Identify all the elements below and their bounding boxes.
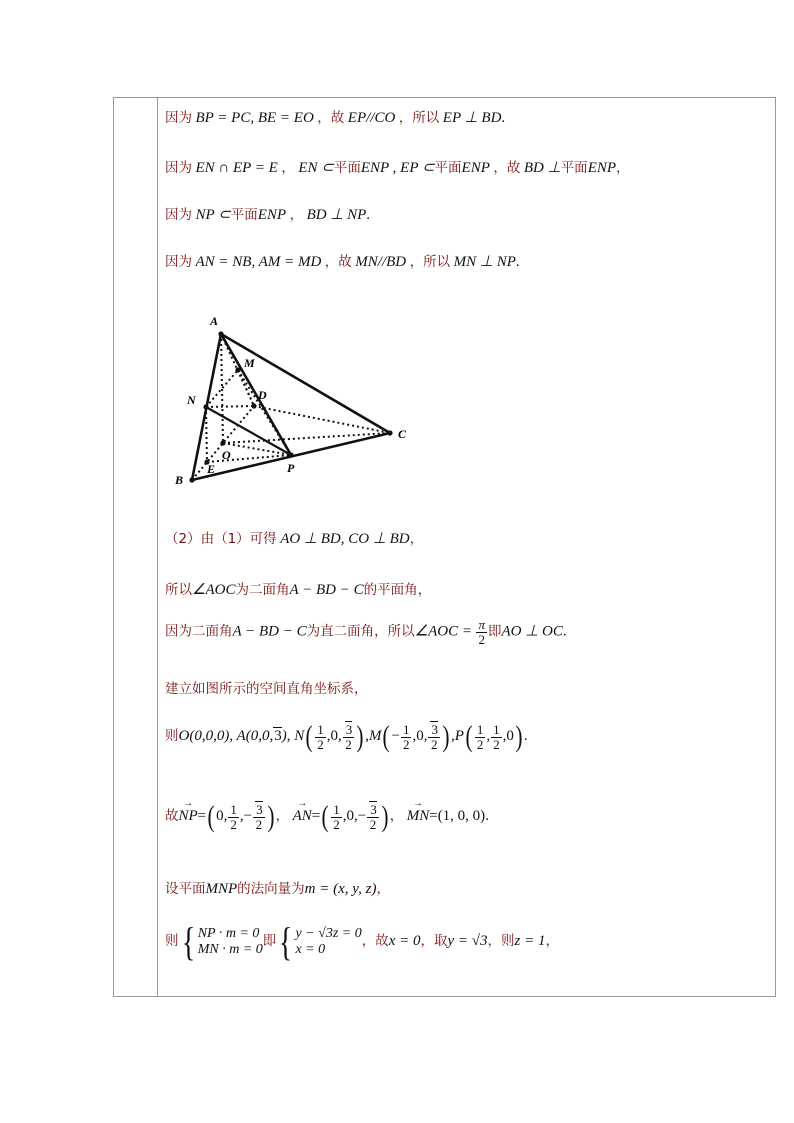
point-p [288, 452, 293, 457]
label-m: M [244, 356, 255, 370]
line-bd-perp-np: 因为 NP ⊂平面ENP ， BD ⊥ NP. [165, 207, 371, 223]
line-bd-perp-plane: 因为 EN ∩ EP = E ， EN ⊂平面ENP , EP ⊂平面ENP ，故 BD ⊥平面ENP， [165, 160, 630, 176]
dot-product-system: NP · m = 0 MN · m = 0 [197, 925, 263, 957]
point-b [189, 477, 194, 482]
line-right-dihedral: 因为二面角A − BD − C为直二面角，所以∠AOC = $\frac{\pi}{2}$ 即AO ⊥ OC. [165, 617, 567, 647]
point-d [251, 403, 256, 408]
point-c [387, 430, 392, 435]
line-ep-perp-bd: 因为 BP = PC, BE = EO ，故 EP//CO ，所以 EP ⊥ BD. [165, 110, 506, 126]
line-coordinate-system: 建立如图所示的空间直角坐标系， [165, 681, 368, 697]
line-part2-start: （2）由（1）可得 AO ⊥ BD, CO ⊥ BD， [165, 531, 424, 547]
table-column-divider [157, 97, 158, 997]
line-vectors: 故→ NP=( 0, $\frac{1}{2}$ ,− $\frac{3}{2}$ ) ， → AN=( $\frac{1}{2}$ ,0,− $\frac{3}{2}$ ) ， → MN=(1, 0, 0). [165, 802, 489, 832]
label-d: D [258, 388, 267, 402]
point-o [220, 440, 225, 445]
scalar-system: y − √3z = 0 x = 0 [295, 925, 362, 957]
label-a: A [210, 314, 219, 328]
label-n: N [187, 393, 196, 407]
label-e: E [207, 462, 216, 476]
edge-ap [221, 334, 291, 455]
label-b: B [175, 473, 184, 487]
line-equation-system: 则{ NP · m = 0 MN · m = 0 即{ y − √3z = 0 x = 0 ，故x = 0，取y = √3，则z = 1， [165, 919, 559, 964]
label-c: C [398, 427, 407, 441]
tetrahedron-figure [165, 307, 425, 497]
label-p: P [287, 461, 295, 475]
line-normal-vector: 设平面MNP的法向量为m = (x, y, z)， [165, 881, 390, 897]
line-mn-perp-np: 因为 AN = NB, AM = MD ，故 MN//BD ，所以 MN ⊥ NP. [165, 254, 520, 270]
line-point-coordinates: 则O(0,0,0), A(0,0,3), N( $\frac{1}{2}$ ,0, $\frac{3}{2}$ ) ,M( − $\frac{1}{2}$ ,0, $\frac{3}{2}$ ) ,P( $\frac{1}{2}$ , $\frac{1}{2}$ ,0) . [165, 720, 528, 753]
point-a [218, 331, 223, 336]
fraction-pi-over-2: $\frac{\pi}{2}$ [478, 617, 485, 647]
line-dihedral-angle: 所以∠AOC为二面角A − BD − C的平面角， [165, 582, 432, 598]
label-o: O [222, 448, 231, 462]
point-n [203, 404, 208, 409]
point-m [235, 367, 240, 372]
